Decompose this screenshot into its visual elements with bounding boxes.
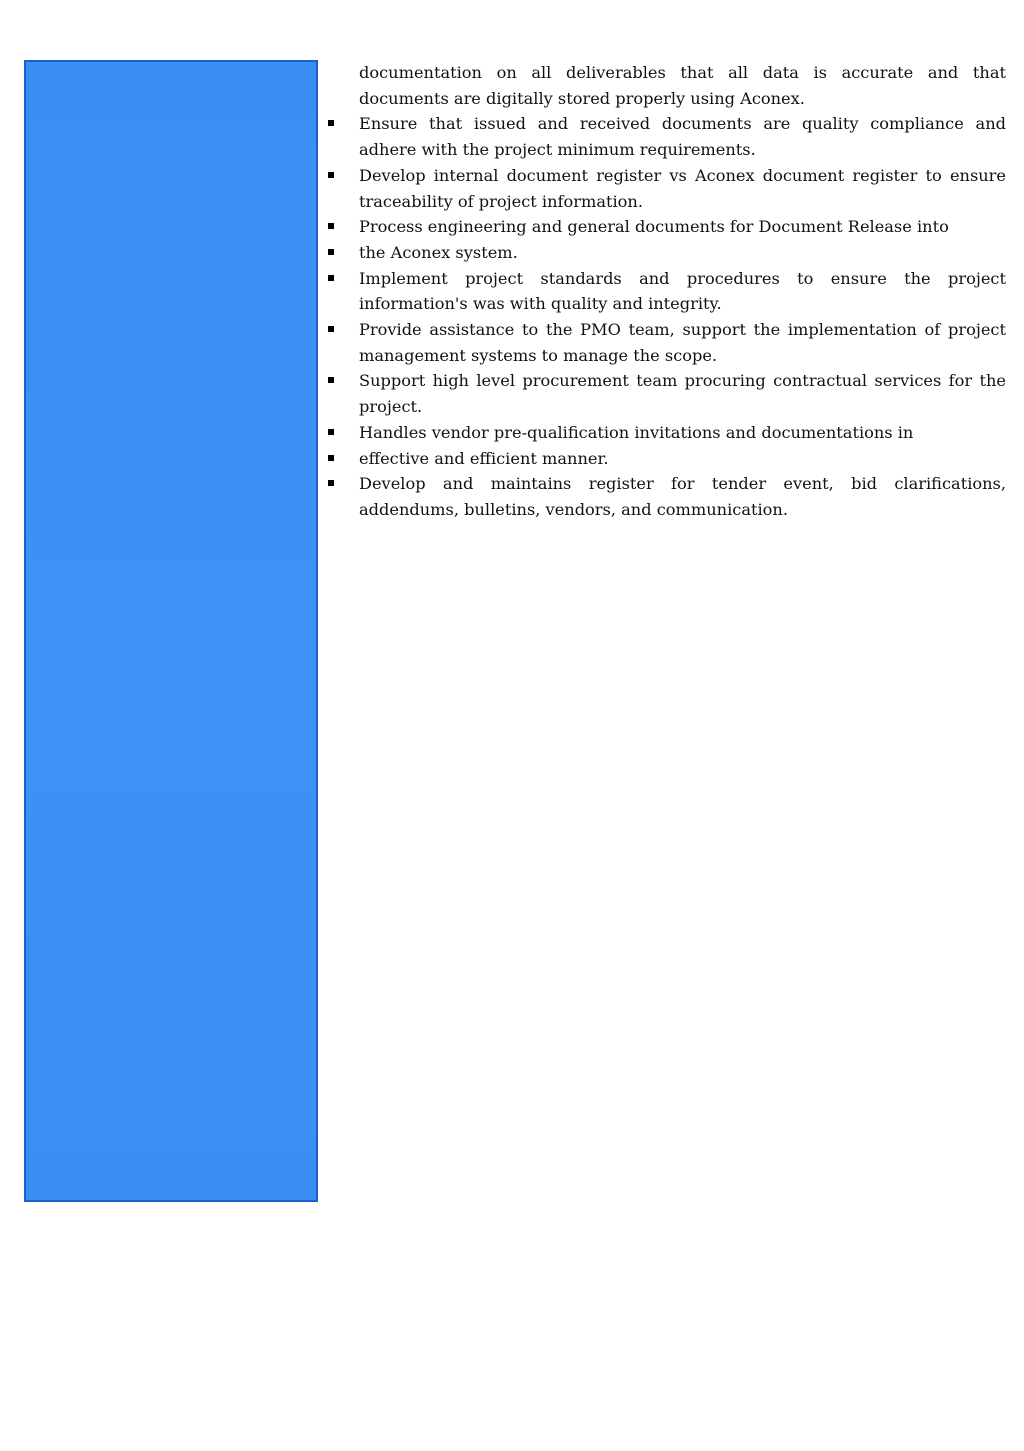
list-item bbox=[328, 368, 1006, 419]
list-item-text: the Aconex system. bbox=[359, 242, 518, 262]
square-bullet-icon bbox=[328, 480, 334, 486]
list-item-text: Provide assistance to the PMO team, support the implementation of project management systems to manage the scope. bbox=[359, 320, 1006, 365]
list-item-text: Process engineering and general documents for Document Release into bbox=[359, 217, 949, 237]
square-bullet-icon bbox=[328, 275, 334, 281]
list-item bbox=[328, 214, 1006, 240]
square-bullet-icon bbox=[328, 326, 334, 332]
list-item-text: Ensure that issued and received documents are quality compliance and adhere with the project minimum requirements. bbox=[359, 114, 1006, 160]
list-item-text: Handles vendor pre-qualification invitations and documentations in bbox=[359, 422, 914, 442]
square-bullet-icon bbox=[328, 455, 334, 461]
list-item-text: Develop internal document register vs Aconex document register to ensure traceability of project information. bbox=[359, 165, 1006, 211]
list-item bbox=[328, 163, 1006, 214]
list-item-text: effective and efficient manner. bbox=[359, 448, 609, 468]
list-item bbox=[328, 240, 1006, 266]
resume-duties-content bbox=[328, 60, 1006, 523]
square-bullet-icon bbox=[328, 172, 334, 178]
intro-paragraph: documentation on all deliverables that all data is accurate and that documents are digitally stored properly using Aconex. bbox=[359, 63, 1006, 108]
list-item bbox=[328, 111, 1006, 162]
list-item bbox=[328, 471, 1006, 522]
list-item bbox=[328, 420, 1006, 446]
list-item bbox=[328, 446, 1006, 472]
square-bullet-icon bbox=[328, 120, 334, 126]
list-item-text: Support high level procurement team procuring contractual services for the project. bbox=[359, 371, 1006, 417]
duties-list bbox=[328, 111, 1006, 522]
list-item-text: Develop and maintains register for tender event, bid clarifications, addendums, bulletins, vendors, and communication. bbox=[359, 474, 1006, 519]
square-bullet-icon bbox=[328, 429, 334, 435]
blue-sidebar-panel bbox=[24, 60, 318, 1202]
square-bullet-icon bbox=[328, 223, 334, 229]
list-item bbox=[328, 266, 1006, 317]
square-bullet-icon bbox=[328, 249, 334, 255]
square-bullet-icon bbox=[328, 377, 334, 383]
list-item bbox=[328, 317, 1006, 368]
list-item-text: Implement project standards and procedures to ensure the project information's was with quality and integrity. bbox=[359, 268, 1006, 314]
